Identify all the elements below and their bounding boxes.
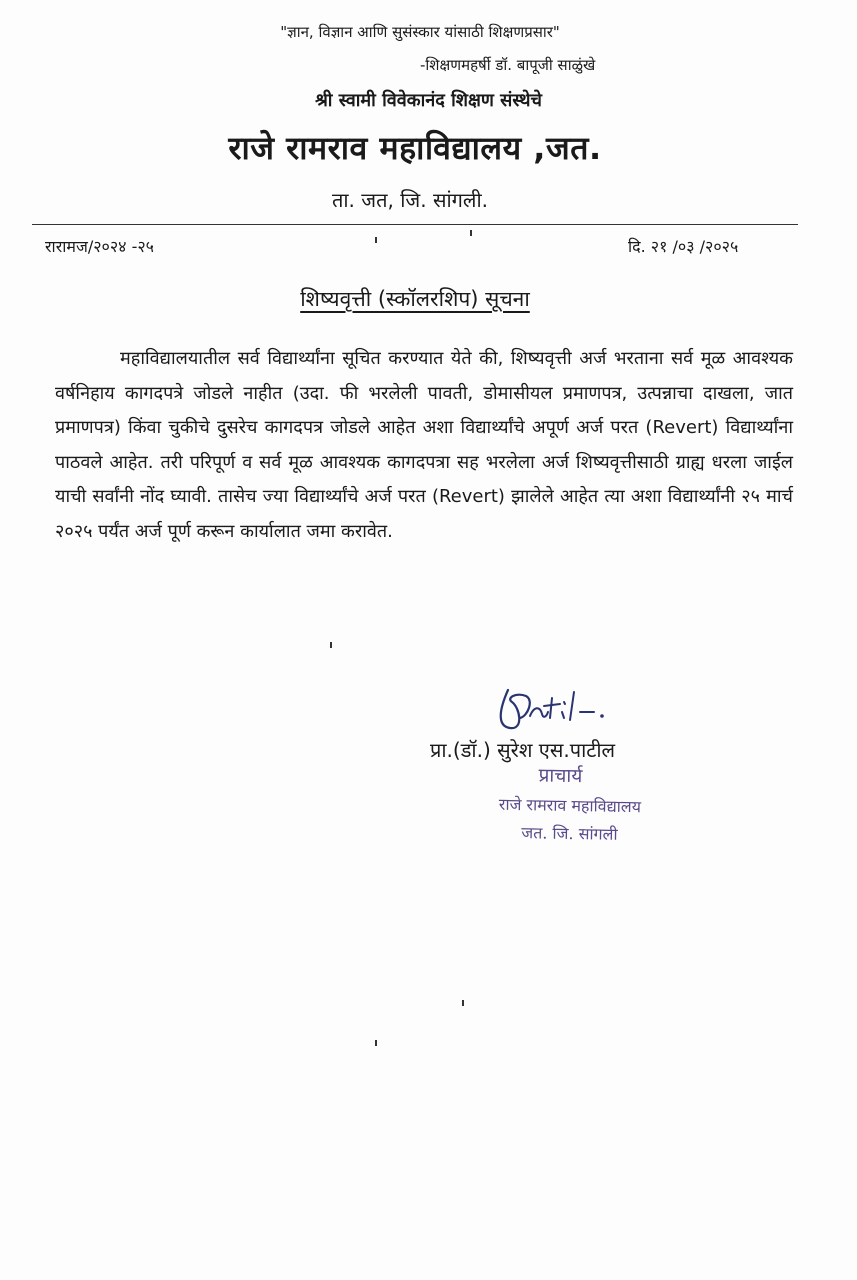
scan-speck xyxy=(375,1040,377,1046)
motto-author: -शिक्षणमहर्षी डॉ. बापूजी साळुंखे xyxy=(420,56,596,74)
principal-stamp xyxy=(419,759,720,846)
scan-speck xyxy=(470,230,472,236)
motto: "ज्ञान, विज्ञान आणि सुसंस्कार यांसाठी शिक्षणप्रसार" xyxy=(280,23,560,41)
signatory-name: प्रा.(डॉ.) सुरेश एस.पाटील xyxy=(430,738,616,762)
society-name: श्री स्वामी विवेकानंद शिक्षण संस्थेचे xyxy=(315,90,542,111)
header-divider xyxy=(32,224,798,225)
stamp-college: राजे रामराव महाविद्यालय xyxy=(498,794,642,817)
notice-body: महाविद्यालयातील सर्व विद्यार्थ्यांना सूचित करण्यात येते की, शिष्यवृत्ती अर्ज भरताना सर्व मूळ आवश्यक वर्षनिहाय कागदपत्रे जोडले नाहीत (उदा. फी भरलेली पावती, डोमासीयल प्रमाणपत्र, उत्पन्नाचा दाखला, जात प्रमाणपत्र) किंवा चुकीचे दुसरेच कागदपत्र जोडले आहेत अशा विद्यार्थ्यांचे अपूर्ण अर्ज परत (Revert) विद्यार्थ्यांना पाठवले आहेत. तरी परिपूर्ण व सर्व मूळ आवश्यक कागदपत्रा सह भरलेला अर्ज शिष्यवृत्तीसाठी ग्राह्य धरला जाईल याची सर्वांनी नोंद घ्यावी. तासेच ज्या विद्यार्थ्यांचे अर्ज परत (Revert) झालेले आहेत त्या अशा विद्यार्थ्यांनी २५ मार्च २०२५ पर्यंत अर्ज पूर्ण करून कार्यालात जमा करावेत. xyxy=(55,348,793,542)
reference-number: रारामज/२०२४ -२५ xyxy=(45,237,154,256)
notice-title xyxy=(0,285,830,313)
scan-speck xyxy=(375,237,377,243)
stamp-title: प्राचार्य xyxy=(538,764,583,788)
notice-title-text: शिष्यवृत्ती (स्कॉलरशिप) सूचना xyxy=(300,287,530,311)
stamp-address: जत. जि. सांगली xyxy=(521,823,618,844)
college-address: ता. जत, जि. सांगली. xyxy=(331,188,489,212)
scan-speck xyxy=(330,642,332,648)
college-name: राजे रामराव महाविद्यालय ,जत. xyxy=(228,129,602,167)
signature-image xyxy=(490,678,630,738)
notice-date: दि. २१ /०३ /२०२५ xyxy=(628,237,739,256)
scan-speck xyxy=(462,1000,464,1006)
